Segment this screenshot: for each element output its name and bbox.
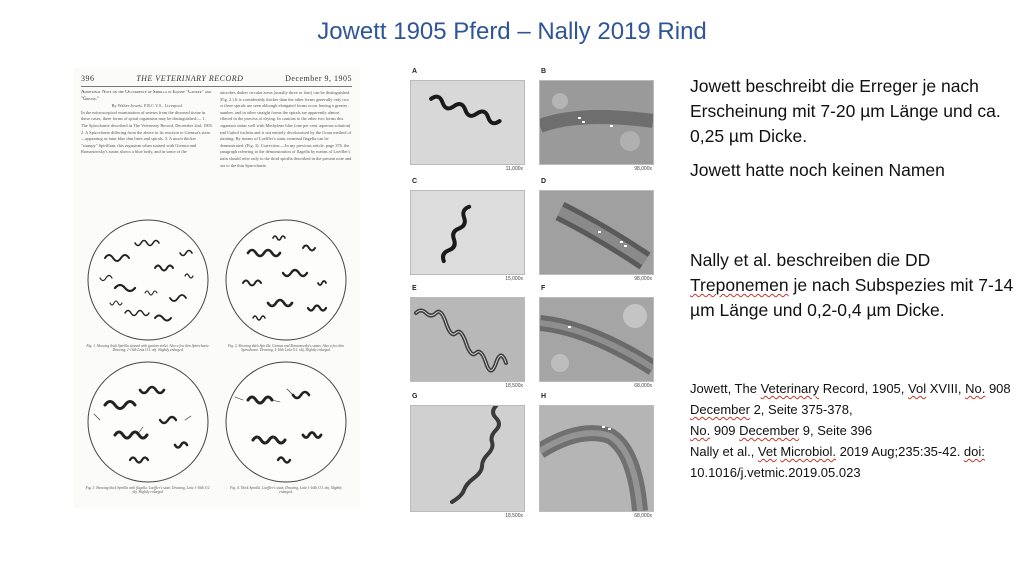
- text-segment: 9, Seite 396: [799, 423, 873, 438]
- figure-4-drawing: [223, 360, 349, 484]
- text-segment: 2, Seite 375-378,: [749, 402, 853, 417]
- micrograph-magnification: 98,000x: [634, 276, 652, 282]
- text-segment: 908: [985, 381, 1011, 396]
- micrograph-d: [539, 178, 652, 282]
- text-jowett-description: [690, 74, 1020, 149]
- references: [690, 378, 1020, 483]
- reference-nally: [690, 441, 1020, 483]
- figure-4-caption: Fig. 4. Thick Spirilla. Loeffler's stain. Drawing, Leitz 1-16th O.I. obj. Slightly enlarged.: [230, 486, 342, 495]
- text-segment: 10.1016/j.vetmic.2019.05.023: [690, 465, 861, 480]
- text-jowett-name: [690, 158, 1020, 183]
- figure-2-caption: Fig. 2. Showing thick Spirilla. Giemsa and Romanowsky's stains. Also a few thin Spirochaete. Drawing, 1-16th Leitz O.I. obj. Slightly enlarged.: [228, 344, 344, 353]
- micrograph-c: [410, 178, 523, 282]
- micrograph-e: [410, 285, 523, 389]
- text-segment: December: [739, 423, 800, 438]
- micrograph-label: G: [412, 393, 418, 400]
- article-header: [81, 74, 352, 87]
- micrograph-magnification: 18,500x: [505, 513, 523, 519]
- figure-1-caption: Fig. 1. Showing thick Spirilla stained with gentian violet. Also a few thin Spirochaete. Drawing, 1-16th Leitz O.I. obj. Slightly enlarged.: [86, 344, 210, 353]
- article-body-2: microbes darker circular areas (usually three or four) can be distinguished. (Fig. 2.) It is considerably thicker than the other forms generally only two or three spirals are seen although elongated forms occur having a greater number, and in other straight forms the spirals are apparently almost effaced in the process of drying. In contrast to the other two forms this organism stains well with Methylene blue (one per cent. aqueous solution) and Carbol fuchsin and is not entirely decolourised by the Gram method of staining. By means of Loeffler's stain, terminal flagella can be demonstrated. (Fig. 3). Correction.—In my previous article, page 376, the paragraph referring to the demonstration of flagella by means of Loeffler's stain should refer only to the third spirilla described in the present note and not to the thin Spirochaete.: [219, 90, 352, 168]
- micrograph-magnification: 68,000x: [634, 383, 652, 389]
- text-segment: No.: [690, 423, 711, 438]
- text-segment: Vol: [908, 381, 927, 396]
- text-segment: 909: [710, 423, 740, 438]
- text-segment: doi:: [963, 444, 985, 459]
- reference-jowett: [690, 378, 1020, 441]
- figure-2-drawing: [223, 218, 349, 342]
- micrograph-label: H: [541, 393, 547, 400]
- text-segment: Jowett, The: [690, 381, 761, 396]
- micrograph-label: A: [412, 68, 418, 75]
- article-journal: THE VETERINARY RECORD: [136, 74, 244, 83]
- micrograph-label: F: [541, 285, 546, 292]
- micrograph-label: C: [412, 178, 418, 185]
- paragraph-jowett-no-name: Jowett hatte noch keinen Namen: [690, 160, 945, 180]
- figure-3-drawing: [85, 360, 211, 484]
- micrograph-magnification: 68,000x: [634, 513, 652, 519]
- text-segment: XVIII,: [926, 381, 966, 396]
- article-scan: [73, 68, 360, 508]
- micrograph-label: B: [541, 68, 547, 75]
- text-segment: Record, 1905,: [819, 381, 909, 396]
- figure-3-caption: Fig. 3. Showing thick Spirilla with flagella. Loeffler's stain. Drawing, Leitz 1-16th O.I. obj. Slightly enlarged.: [85, 486, 211, 495]
- micrograph-h: [539, 393, 652, 519]
- micrograph-magnification: 18,500x: [505, 383, 523, 389]
- article-page-number: 396: [81, 74, 95, 83]
- article-date: December 9, 1905: [285, 74, 352, 83]
- article-section-title: Additional Note on the Occurrence of Spirilla in Equine "Canker" and "Grease.": [81, 90, 212, 102]
- figure-1-drawing: [85, 218, 211, 342]
- text-segment: No.: [965, 381, 986, 396]
- article-author: By Walter Jowett, F.R.C.V.S., Liverpool.: [111, 103, 184, 109]
- text-segment: je nach Subspezies mit 7-14 µm Länge und 0,2-0,4 µm Dicke.: [690, 275, 1014, 320]
- text-segment: Veterinary: [760, 381, 820, 396]
- micrograph-magnification: 98,000x: [634, 166, 652, 172]
- text-segment: Treponemen: [690, 275, 789, 295]
- paragraph-nally-size: [690, 248, 1020, 323]
- text-segment: Nally et al.,: [690, 444, 758, 459]
- text-segment: Microbiol.: [780, 444, 836, 459]
- micrograph-b: [539, 68, 652, 172]
- text-segment: 2019 Aug;235:35-42.: [835, 444, 964, 459]
- text-segment: Nally et al. beschreiben die DD: [690, 250, 931, 270]
- micrograph-magnification: 11,000x: [505, 166, 523, 172]
- micrograph-label: D: [541, 178, 547, 185]
- micrograph-g: [410, 393, 523, 519]
- micrograph-magnification: 15,000x: [505, 276, 523, 282]
- micrograph-f: [539, 285, 652, 389]
- micrograph-a: [410, 68, 523, 172]
- slide-title: Jowett 1905 Pferd – Nally 2019 Rind: [317, 18, 707, 45]
- text-segment: Vet: [757, 444, 777, 459]
- text-segment: December: [690, 402, 750, 417]
- article-body-1: In the microscopical examination of smears from the diseased tissue in these cases, three forms of spiral organisms may be distinguished:— 1. The Spirochaete described in The Veterinary Record, December 2nd, 1905. 2. A Spirochaete differing from the above in its reaction to Giemsa's stain—appearing as faint blue thin lines and spirals. 3. A much thicker "stumpy" Spirillum, this organism when stained with Giemsa and Romanowsky's stains shows a blue body, and in some of the: [81, 109, 213, 155]
- text-nally-description: [690, 248, 1020, 323]
- paragraph-jowett-size: Jowett beschreibt die Erreger je nach Erscheinung mit 7-20 µm Länge und ca. 0,25 µm Dicke.: [690, 76, 1001, 146]
- micrograph-label: E: [412, 285, 417, 292]
